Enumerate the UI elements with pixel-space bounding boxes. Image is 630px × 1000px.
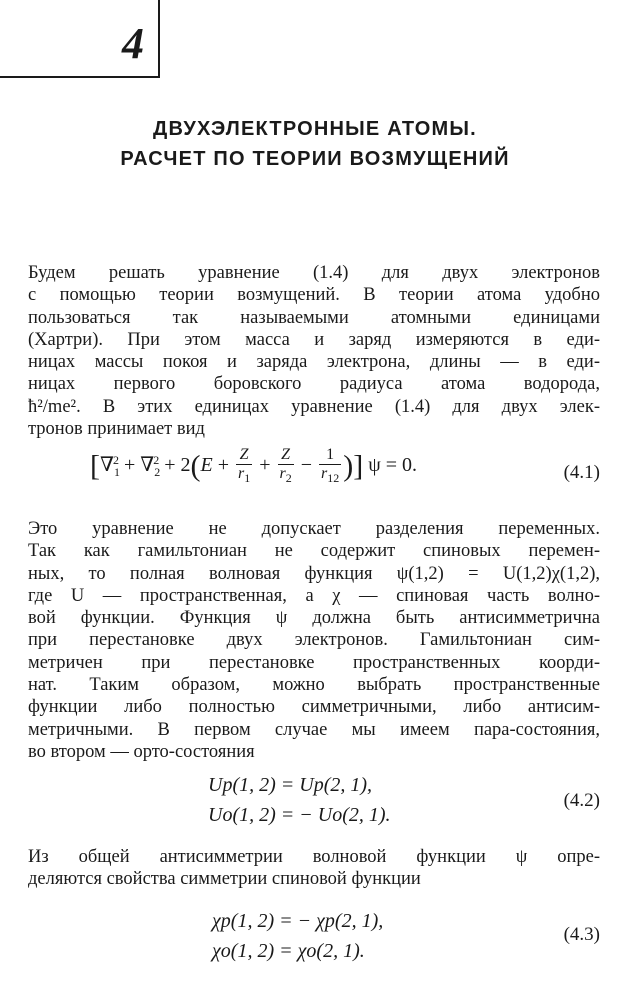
text-line: где U — пространственная, а χ — спиновая часть волно- xyxy=(28,585,600,606)
equation-4-3-label: (4.3) xyxy=(563,924,600,945)
chapter-number-box xyxy=(0,0,160,78)
text-line: функции либо полностью симметричными, либо антисим- xyxy=(28,697,600,718)
text-line: пользоваться так называемыми атомными единицами xyxy=(28,307,600,328)
paragraph-1 xyxy=(28,262,600,440)
paragraph-2 xyxy=(28,518,600,763)
text-line: ħ²/me². В этих единицах уравнение (1.4) для двух элек- xyxy=(28,396,600,417)
text-line: Будем решать уравнение (1.4) для двух электронов xyxy=(28,263,600,283)
text-line: Так как гамильтониан не содержит спиновых перемен- xyxy=(28,541,600,562)
text-line: тронов принимает вид xyxy=(28,419,205,440)
text-line: ницах первого боровского радиуса атома водорода, xyxy=(28,374,600,395)
text-line: ницах массы покоя и заряда электрона, длины — в еди- xyxy=(28,352,600,373)
chapter-number: 4 xyxy=(122,19,144,68)
text-line: во втором — орто-состояния xyxy=(28,741,255,762)
text-line: Из общей антисимметрии волновой функции ψ опре- xyxy=(28,847,600,867)
text-line: с помощью теории возмущений. В теории атома удобно xyxy=(28,285,600,306)
text-line: деляются свойства симметрии спиновой функции xyxy=(28,869,421,890)
text-line: вой функции. Функция ψ должна быть антисимметрична xyxy=(28,608,600,629)
equation-4-1: [$\nabla_1^2 + \nabla_2^2 + 2(E$ + $\frac{Z}{r_1}$ + $\frac{Z}{r_2}$ − $\frac{1}{r_{12}}$ )] ψ = 0. xyxy=(90,446,418,486)
equation-4-1-label: (4.1) xyxy=(563,462,600,483)
chapter-title xyxy=(0,114,630,174)
paragraph-3 xyxy=(28,846,600,891)
equation-4-1-rhs: ψ = 0. xyxy=(368,454,418,477)
text-line: (Хартри). При этом масса и заряд измеряются в еди- xyxy=(28,329,600,350)
chapter-title-line-1: ДВУХЭЛЕКТРОННЫЕ АТОМЫ. xyxy=(153,118,477,140)
text-line: Это уравнение не допускает разделения переменных. xyxy=(28,519,600,539)
text-line: метричными. В первом случае мы имеем пара-состояния, xyxy=(28,719,600,740)
equation-4-2 xyxy=(208,770,391,830)
equation-4-3 xyxy=(212,906,383,966)
equation-4-2-label: (4.2) xyxy=(563,790,600,811)
equation-4-2-line-2: Uo(1, 2) = − Uo(2, 1). xyxy=(208,804,391,826)
equation-4-3-line-2: χo(1, 2) = χo(2, 1). xyxy=(212,940,365,962)
text-line: нат. Таким образом, можно выбрать пространственные xyxy=(28,675,600,696)
text-line: ных, то полная волновая функция ψ(1,2) = U(1,2)χ(1,2), xyxy=(28,563,600,584)
text-line: при перестановке двух электронов. Гамильтониан сим- xyxy=(28,630,600,651)
equation-4-3-line-1: χp(1, 2) = − χp(2, 1), xyxy=(212,910,384,932)
text-line: метричен при перестановке пространственных коорди- xyxy=(28,652,600,673)
equation-4-2-line-1: Up(1, 2) = Up(2, 1), xyxy=(208,774,373,796)
chapter-title-line-2: РАСЧЕТ ПО ТЕОРИИ ВОЗМУЩЕНИЙ xyxy=(120,148,510,170)
